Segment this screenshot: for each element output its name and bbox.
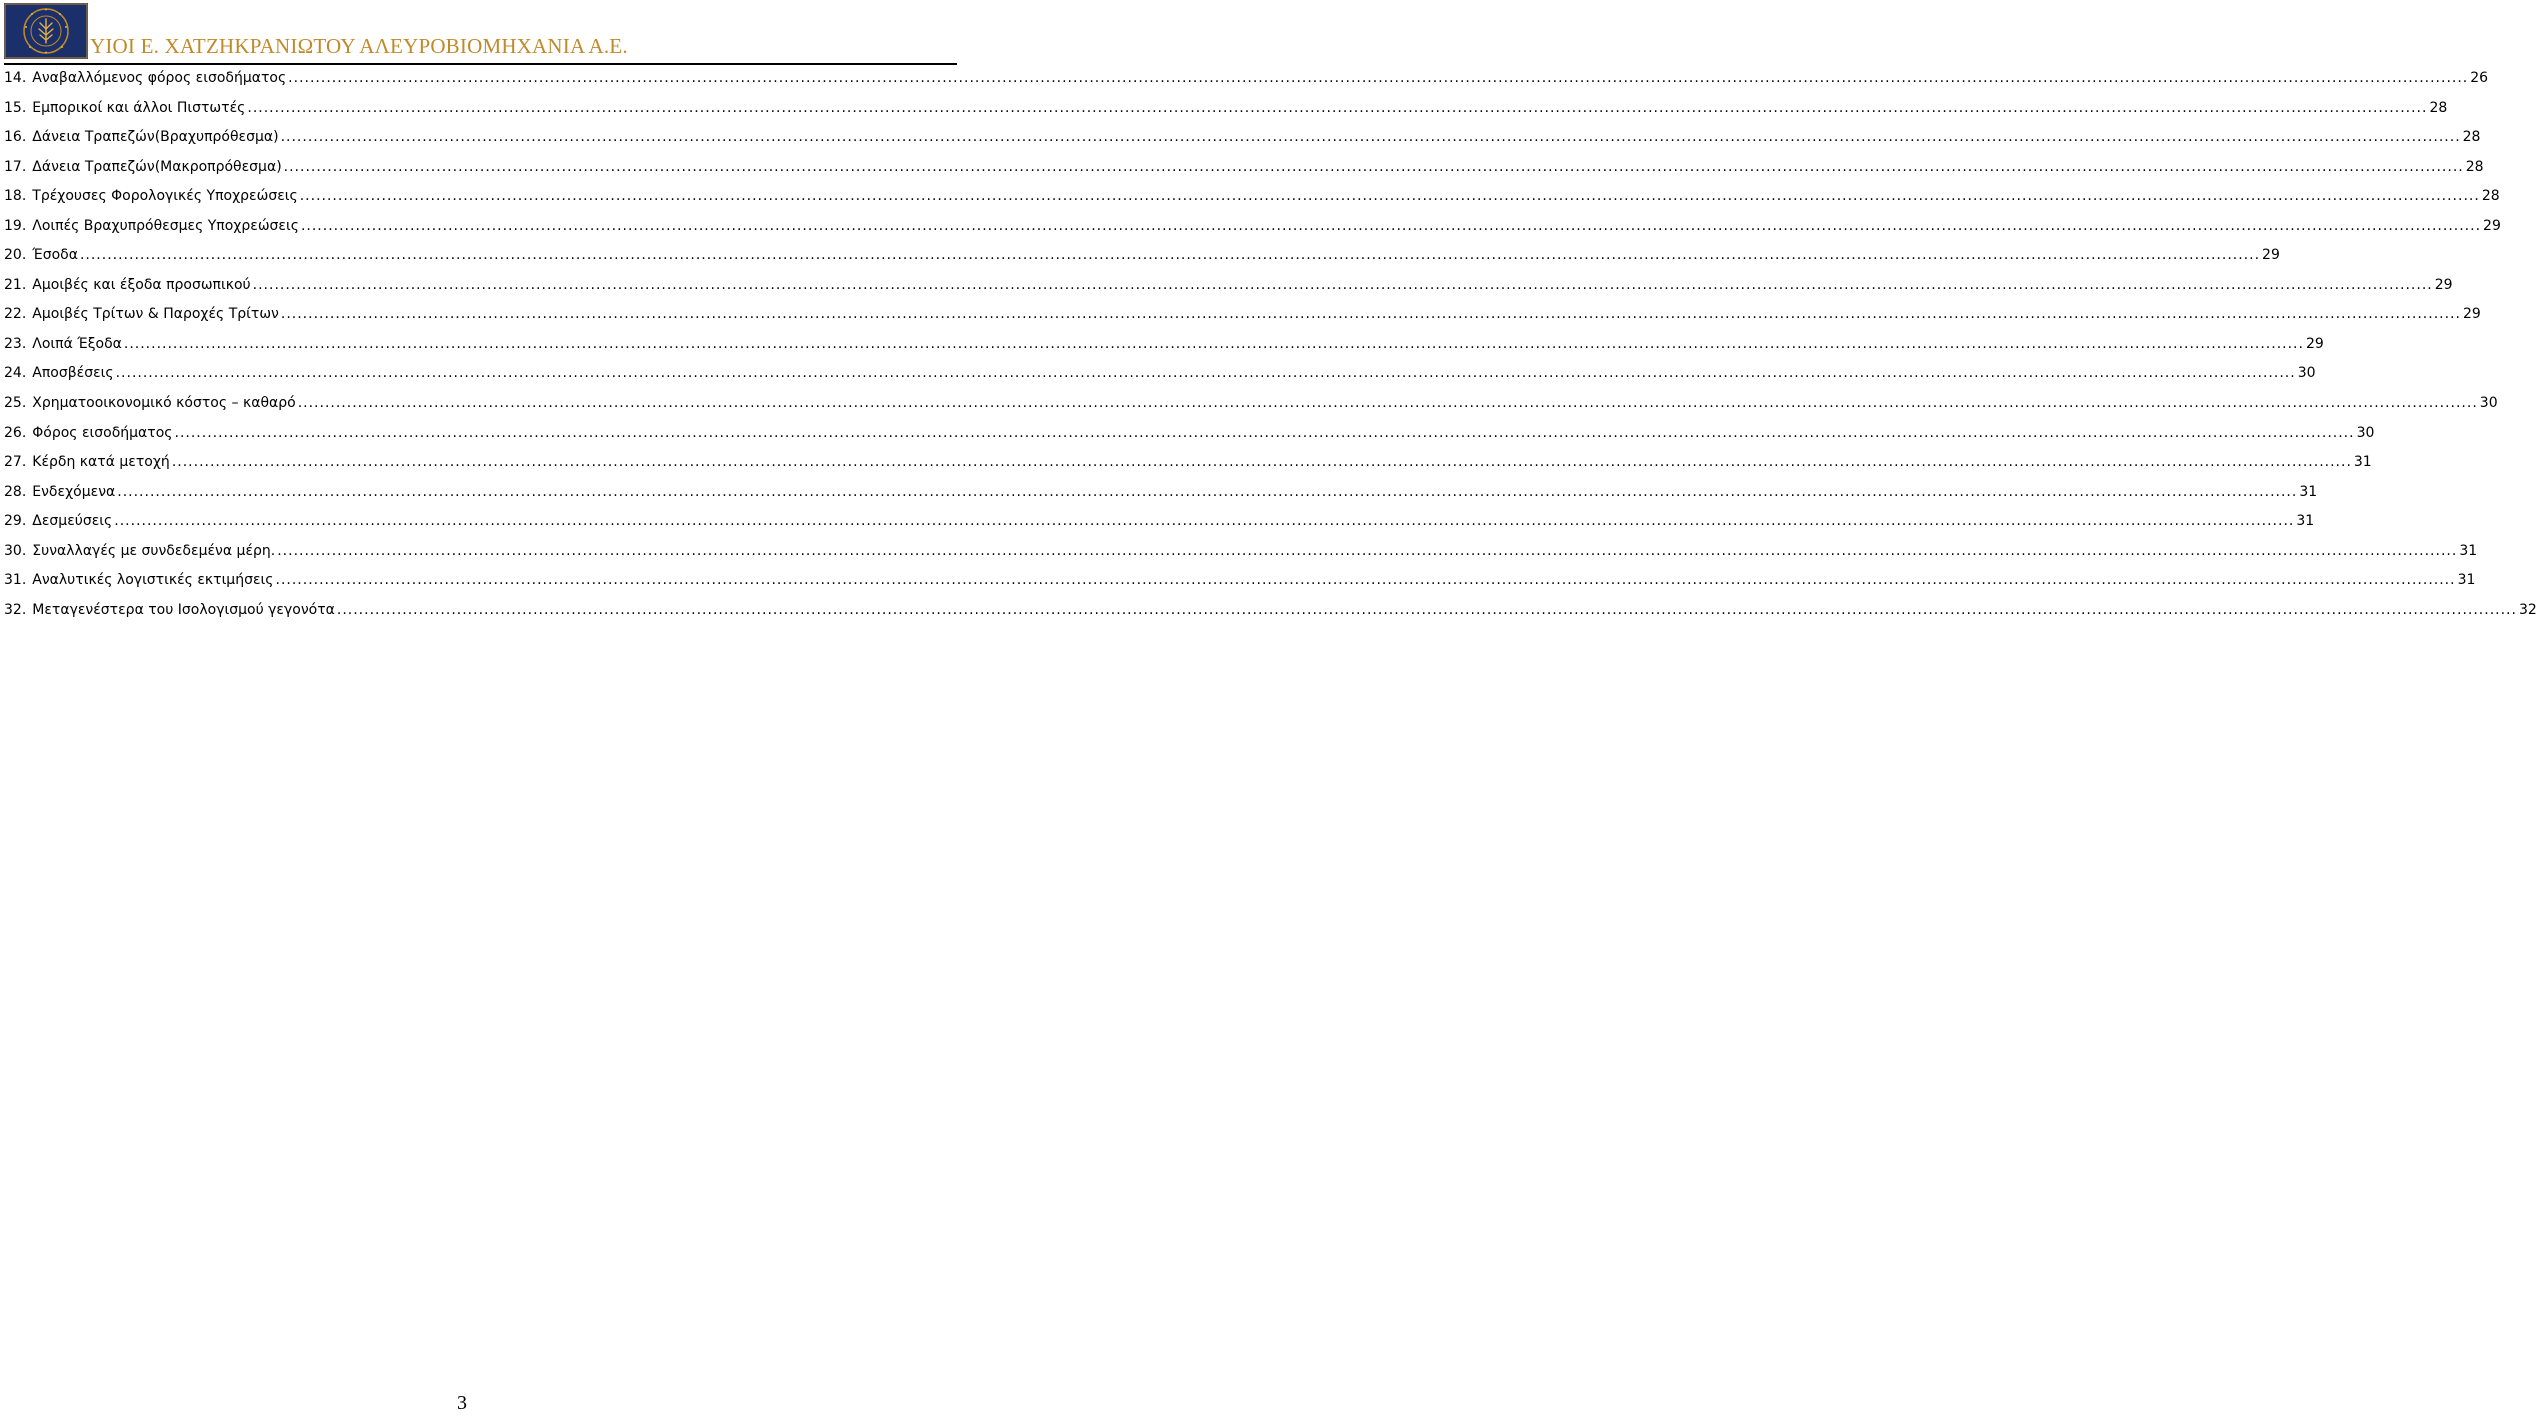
- toc-entry-number: 15.: [4, 99, 27, 116]
- toc-dot-leader: ................................................................................................................................................................................................................................................................................................................................................................................................................: [79, 247, 2261, 264]
- toc-entry-label: Λοιπά Έξοδα: [32, 335, 122, 352]
- toc-entry-number: 31.: [4, 572, 27, 589]
- toc-entry-page: 26: [2470, 70, 2489, 86]
- toc-entry-label: Δάνεια Τραπεζών(Βραχυπρόθεσμα): [32, 129, 279, 146]
- toc-entry[interactable]: [4, 454, 2372, 484]
- toc-entry-page: 29: [2262, 247, 2280, 264]
- toc-entry-page: 31: [2353, 454, 2372, 471]
- toc-entry-label: Συναλλαγές με συνδεδεμένα μέρη.: [32, 542, 276, 559]
- toc-entry[interactable]: [4, 365, 2316, 395]
- toc-entry-number: 26.: [4, 424, 27, 441]
- toc-entry[interactable]: [4, 424, 2375, 455]
- logo-emblem-icon: [4, 3, 88, 59]
- toc-dot-leader: ................................................................................................................................................................................................................................................................................................................................................................................................................: [174, 424, 2355, 441]
- toc-entry-label: Φόρος εισοδήματος: [32, 424, 173, 441]
- toc-dot-leader: ................................................................................................................................................................................................................................................................................................................................................................................................................: [252, 276, 2433, 293]
- toc-dot-leader: ................................................................................................................................................................................................................................................................................................................................................................................................................: [283, 158, 2464, 175]
- toc-entry-label: Χρηματοοικονομικό κόστος – καθαρό: [32, 395, 296, 412]
- toc-entry-number: 23.: [4, 335, 27, 352]
- toc-entry-number: 18.: [4, 188, 27, 205]
- toc-entry-number: 16.: [4, 129, 27, 146]
- toc-entry-number: 29.: [4, 513, 27, 530]
- header-divider: [4, 63, 957, 65]
- toc-entry-page: 28: [2465, 158, 2484, 175]
- toc-entry-label: Δάνεια Τραπεζών(Μακροπρόθεσμα): [32, 158, 282, 175]
- table-of-contents: [4, 70, 2537, 631]
- toc-dot-leader: ................................................................................................................................................................................................................................................................................................................................................................................................................: [336, 601, 2517, 618]
- toc-entry-label: Εμπορικοί και άλλοι Πιστωτές: [32, 99, 246, 116]
- toc-entry-label: Μεταγενέστερα του Ισολογισμού γεγονότα: [32, 601, 335, 618]
- toc-entry[interactable]: [4, 306, 2481, 336]
- toc-entry-page: 31: [2296, 513, 2315, 530]
- toc-entry-page: 30: [2297, 365, 2316, 382]
- company-name: ΥΙΟΙ Ε. ΧΑΤΖΗΚΡΑΝΙΩΤΟΥ ΑΛΕΥΡΟΒΙΟΜΗΧΑΝΙΑ Α.Ε.: [90, 34, 628, 58]
- toc-entry[interactable]: [4, 99, 2448, 130]
- toc-entry-page: 31: [2457, 572, 2476, 589]
- toc-entry-page: 31: [2459, 542, 2478, 559]
- toc-entry-page: 31: [2299, 483, 2318, 500]
- toc-entry[interactable]: [4, 276, 2453, 307]
- toc-entry-label: Αμοιβές και έξοδα προσωπικού: [32, 276, 251, 293]
- toc-entry-label: Κέρδη κατά μετοχή: [32, 454, 170, 471]
- toc-entry-label: Αμοιβές Τρίτων & Παροχές Τρίτων: [32, 306, 279, 323]
- toc-entry-number: 14.: [4, 70, 27, 86]
- toc-entry-number: 30.: [4, 542, 27, 559]
- toc-dot-leader: ................................................................................................................................................................................................................................................................................................................................................................................................................: [280, 306, 2461, 323]
- toc-entry-number: 28.: [4, 483, 27, 500]
- toc-entry[interactable]: [4, 70, 2489, 100]
- toc-entry-page: 29: [2462, 306, 2481, 323]
- toc-entry-number: 24.: [4, 365, 27, 382]
- page-number: 3: [457, 1392, 467, 1414]
- toc-dot-leader: ................................................................................................................................................................................................................................................................................................................................................................................................................: [275, 572, 2456, 589]
- toc-entry[interactable]: [4, 247, 2280, 277]
- toc-dot-leader: ................................................................................................................................................................................................................................................................................................................................................................................................................: [300, 217, 2482, 234]
- toc-entry[interactable]: [4, 129, 2481, 159]
- toc-entry-page: 30: [2356, 424, 2375, 441]
- toc-dot-leader: ................................................................................................................................................................................................................................................................................................................................................................................................................: [277, 542, 2458, 559]
- toc-entry-number: 19.: [4, 217, 27, 234]
- toc-entry-page: 32: [2518, 601, 2537, 618]
- toc-entry-number: 25.: [4, 395, 27, 412]
- toc-entry-number: 27.: [4, 454, 27, 471]
- toc-entry-page: 28: [2429, 99, 2448, 116]
- toc-entry[interactable]: [4, 395, 2498, 425]
- toc-entry-label: Ενδεχόμενα: [32, 483, 116, 500]
- page-header: [0, 0, 960, 64]
- toc-entry[interactable]: [4, 513, 2315, 543]
- toc-dot-leader: ................................................................................................................................................................................................................................................................................................................................................................................................................: [288, 70, 2469, 86]
- toc-entry-number: 21.: [4, 276, 27, 293]
- toc-entry-page: 29: [2483, 217, 2501, 234]
- toc-entry-number: 32.: [4, 601, 27, 618]
- toc-dot-leader: ................................................................................................................................................................................................................................................................................................................................................................................................................: [171, 454, 2352, 471]
- toc-entry-label: Αποσβέσεις: [32, 365, 114, 382]
- toc-dot-leader: ................................................................................................................................................................................................................................................................................................................................................................................................................: [114, 513, 2295, 530]
- toc-entry-label: Αναλυτικές λογιστικές εκτιμήσεις: [32, 572, 274, 589]
- toc-entry-label: Έσοδα: [32, 247, 78, 264]
- toc-entry-label: Τρέχουσες Φορολογικές Υποχρεώσεις: [32, 188, 298, 205]
- toc-entry[interactable]: [4, 572, 2476, 602]
- toc-dot-leader: ................................................................................................................................................................................................................................................................................................................................................................................................................: [280, 129, 2461, 146]
- toc-dot-leader: ................................................................................................................................................................................................................................................................................................................................................................................................................: [297, 395, 2478, 412]
- company-logo: [4, 3, 88, 59]
- toc-dot-leader: ................................................................................................................................................................................................................................................................................................................................................................................................................: [117, 483, 2298, 500]
- toc-dot-leader: ................................................................................................................................................................................................................................................................................................................................................................................................................: [123, 335, 2304, 352]
- toc-entry-page: 30: [2479, 395, 2498, 412]
- toc-entry-number: 22.: [4, 306, 27, 323]
- toc-dot-leader: ................................................................................................................................................................................................................................................................................................................................................................................................................: [115, 365, 2296, 382]
- toc-entry-number: 20.: [4, 247, 27, 264]
- toc-dot-leader: ................................................................................................................................................................................................................................................................................................................................................................................................................: [247, 99, 2428, 116]
- toc-entry-page: 29: [2305, 335, 2324, 352]
- toc-dot-leader: ................................................................................................................................................................................................................................................................................................................................................................................................................: [299, 188, 2480, 205]
- toc-entry[interactable]: [4, 217, 2501, 248]
- toc-entry-label: Αναβαλλόμενος φόρος εισοδήματος: [32, 70, 287, 86]
- toc-entry-number: 17.: [4, 158, 27, 175]
- toc-entry-label: Δεσμεύσεις: [32, 513, 113, 530]
- toc-entry-page: 28: [2462, 129, 2481, 146]
- toc-entry[interactable]: [4, 483, 2318, 514]
- toc-entry-page: 29: [2434, 276, 2453, 293]
- toc-entry[interactable]: [4, 188, 2500, 218]
- toc-entry-page: 28: [2481, 188, 2500, 205]
- toc-entry[interactable]: [4, 158, 2484, 189]
- toc-entry[interactable]: [4, 601, 2537, 632]
- toc-entry-label: Λοιπές Βραχυπρόθεσμες Υποχρεώσεις: [32, 217, 299, 234]
- toc-entry[interactable]: [4, 335, 2324, 366]
- toc-entry[interactable]: [4, 542, 2478, 573]
